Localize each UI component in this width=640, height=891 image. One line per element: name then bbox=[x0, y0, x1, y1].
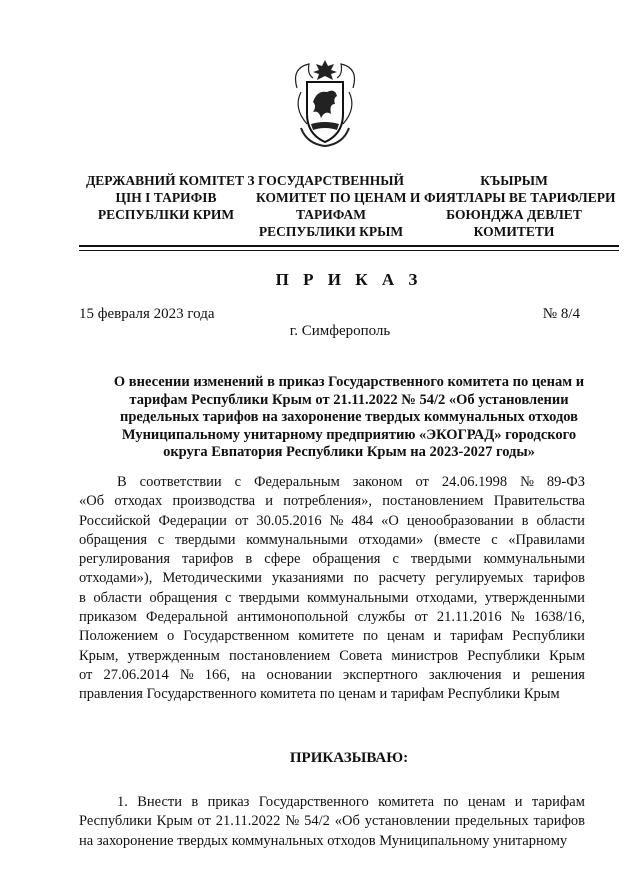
header-line: ГОСУДАРСТВЕННЫЙ bbox=[257, 173, 404, 188]
text-line: В соответствии с Федеральным законом от 24.06.1998 № 89-ФЗ bbox=[117, 474, 585, 490]
header-line: ДЕРЖАВНИЙ КОМІТЕТ З bbox=[86, 173, 255, 188]
header-line: ТАРИФАМ bbox=[295, 207, 367, 222]
order-item-1 bbox=[79, 793, 585, 851]
header-line: БОЮНДЖА ДЕВЛЕТ bbox=[446, 207, 582, 222]
text-line: Положением о Государственном комитете по ценам и тарифам Республики bbox=[79, 628, 585, 645]
subject-line: предельных тарифов на захоронение твердых коммунальных отходов bbox=[119, 409, 579, 425]
header-line: ЦІН І ТАРИФІВ bbox=[115, 190, 217, 205]
subject-line: Муниципальному унитарному предприятию «ЭКОГРАД» городского bbox=[121, 426, 577, 443]
text-line: 1. Внести в приказ Государственного комитета по ценам и тарифам bbox=[117, 794, 585, 810]
text-line: в области обращения с твердыми коммунальными отходами, утвержденными bbox=[79, 589, 585, 606]
header-line: КЪЫРЫМ bbox=[480, 173, 548, 188]
document-title: П Р И К А З bbox=[275, 270, 423, 289]
header-russian-name bbox=[256, 172, 421, 240]
text-line: Крым, утвержденным постановлением Совета министров Республики Крым bbox=[79, 647, 585, 664]
text-line: правления Государственного комитета по ценам и тарифам Республики Крым bbox=[79, 686, 560, 703]
text-line: приказом Федеральной антимонопольной службы от 21.11.2016 № 1638/16, bbox=[79, 609, 585, 626]
header-divider-thin bbox=[79, 250, 619, 251]
subject-line: тарифам Республики Крым от 21.11.2022 № 54/2 «Об установлении bbox=[129, 391, 569, 408]
document-date: 15 февраля 2023 года bbox=[79, 306, 215, 322]
document-subject bbox=[79, 374, 619, 462]
header-ukrainian-name bbox=[86, 172, 255, 223]
header-line: ФИЯТЛАРЫ ВЕ ТАРИФЛЕРИ bbox=[424, 190, 616, 205]
order-heading: ПРИКАЗЫВАЮ: bbox=[289, 750, 409, 766]
header-crimean-tatar-name bbox=[424, 172, 616, 240]
text-line: обращения с твердыми коммунальными отходами» (вместе с «Правилами bbox=[79, 531, 585, 548]
text-line: Республики Крым от 21.11.2022 № 54/2 «Об установлении предельных тарифов bbox=[79, 813, 585, 830]
header-line: КОМИТЕТИ bbox=[473, 224, 555, 239]
text-line: Российской Федерации от 30.05.2016 № 484 «О ценообразовании в области bbox=[79, 512, 585, 529]
text-line: на захоронение твердых коммунальных отходов Муниципальному унитарному bbox=[79, 832, 568, 849]
header-divider-thick bbox=[79, 245, 619, 247]
header-line: РЕСПУБЛІКИ КРИМ bbox=[97, 207, 235, 222]
header-line: РЕСПУБЛИКИ КРЫМ bbox=[258, 224, 404, 239]
header-line: КОМИТЕТ ПО ЦЕНАМ И bbox=[256, 190, 421, 205]
crimea-coat-of-arms-emblem bbox=[287, 58, 363, 148]
subject-line: округа Евпатория Республики Крым на 2023-2027 годы» bbox=[163, 444, 535, 460]
document-city: г. Симферополь bbox=[289, 323, 391, 339]
text-line: «Об отходах производства и потребления», постановлением Правительства bbox=[79, 493, 585, 510]
preamble-paragraph bbox=[79, 473, 585, 705]
document-number: № 8/4 bbox=[542, 306, 580, 322]
subject-line: О внесении изменений в приказ Государственного комитета по ценам и bbox=[113, 374, 585, 390]
text-line: отходами»), Методическими указаниями по расчету регулируемых тарифов bbox=[79, 570, 585, 587]
text-line: регулирования тарифов в сфере обращения с твердыми коммунальными bbox=[79, 551, 585, 568]
text-line: от 27.06.2014 № 166, на основании экспертного заключения и решения bbox=[79, 666, 585, 683]
